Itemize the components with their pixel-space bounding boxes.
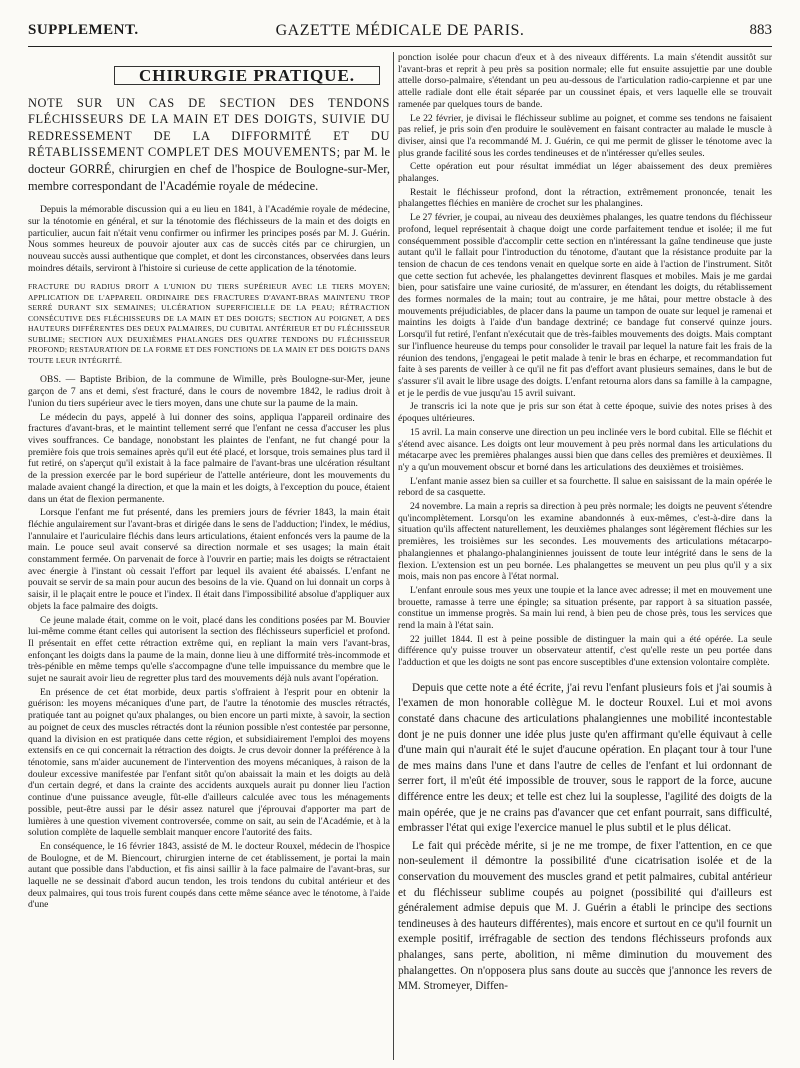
page-number: 883 bbox=[749, 22, 772, 38]
closing-remarks bbox=[398, 681, 772, 995]
body-paragraph: Lorsque l'enfant me fut présenté, dans les premiers jours de février 1843, la main était fléchie angulairement sur l'avant-bras et dirigée dans le sens de l'adduction; l'index, le médius, l'annulaire et l'auriculaire fléchis dans leurs articulations, étaient enfoncés vers la paume de la main. Le pouce seul avait conservé sa direction normale et ses usages; la main était constamment fermée. On parvenait de force à l'ouvrir en partie; mais les doigts se rétractaient avec énergie à l'instant où cessait l'effort par lequel ils avaient été abaissés. L'enfant ne pouvait se servir de sa main pour aucun des besoins de la vie. Quand on lui donnait un corps à saisir, il le plaçait entre le pouce et l'index. Il était dans l'impossibilité absolue d'appliquer aux objets la face palmaire des doigts. bbox=[28, 507, 390, 612]
body-paragraph: Restait le fléchisseur profond, dont la rétraction, extrêmement prononcée, tenait les phalangettes fléchies en manière de crochet sur les phalangines. bbox=[398, 186, 772, 210]
section-title: CHIRURGIE PRATIQUE. bbox=[114, 66, 380, 85]
body-paragraph: En présence de cet état morbide, deux partis s'offraient à l'esprit pour en obtenir la guérison: les moyens mécaniques d'une part, de l'autre la ténotomie des muscles rétractés, pratiquée tant au poignet qu'aux phalanges, ou bien encore un parti mixte, à savoir, la section au poignet de ceux des muscles rétractés dont la réunion possible n'est contestée par personne, quand la division en est pratiquée dans cette région, et subsidiairement l'emploi des moyens extensifs en ce qui concernait la rétraction des doigts. Je crus devoir donner la préférence à la ténotomie, sans m'aider aucunement de l'intervention des moyens mécaniques, à raison de la douleur excessive manifestée par l'enfant sitôt qu'on abaissait la main et les doigts au delà d'un certain degré, et dans la crainte des accidents auxquels aurait pu donner lieu l'action continue d'une puissance aveugle, fût-elle d'ailleurs calculée avec tous les ménagements possible, peut-être aussi par le désir assez naturel que j'éprouvai d'apporter ma part de lumières à une question vivement controversée, comme on sait, au sein de l'Académie, et à la solution complète de laquelle semblait manquer encore l'autorité des faits. bbox=[28, 686, 390, 839]
body-paragraph: Ce jeune malade était, comme on le voit, placé dans les conditions posées par M. Bouvier lui-même comme étant celles qui autorisent la section des fléchisseurs superficiel et profond. Il présentait en effet cette rétraction extrême qui, en repliant la main vers l'avant-bras, enfonçant les doigts dans la paume de la main, donne lieu à une difformité très-incommode et très-pénible en même temps qu'elle s'accompagne d'une telle impuissance du membre que le sujet ne saurait avoir lieu de regretter plus tard des mouvements déjà nuls avant l'opération. bbox=[28, 614, 390, 685]
body-paragraph: Cette opération eut pour résultat immédiat un léger abaissement des deux premières phalanges. bbox=[398, 161, 772, 185]
article-author: par M. le docteur GORRÉ, chirurgien en chef de l'hospice de Boulogne-sur-Mer, membre correspondant de l'Académie royale de médecine. bbox=[28, 145, 390, 193]
body-paragraph: 22 juillet 1844. Il est à peine possible de distinguer la main qui a été opérée. La seule différence qu'y puisse trouver un observateur attentif, c'est qu'elle reste un peu portée dans l'adduction et que les doigts ne sont pas encore susceptibles d'une extension volontaire complète. bbox=[398, 633, 772, 669]
body-paragraph: ponction isolée pour chacun d'eux et à des niveaux différents. La main s'étendit aussitôt sur l'avant-bras et reprit à peu près sa position normale; elle fut ensuite assujettie par une double attelle dorso-palmaire, s'étendant un peu au-dessous de l'articulation radio-carpienne et par une attelle radiale dont elle était séparée par un coussinet épais, et vers laquelle elle se trouvait ramenée par quelques tours de bande. bbox=[398, 52, 772, 110]
body-paragraph: En conséquence, le 16 février 1843, assisté de M. le docteur Rouxel, médecin de l'hospice de Boulogne, et de M. Biencourt, chirurgien interne de cet établissement, je portai la main autant que possible dans l'abduction, et fis ainsi saillir à la face palmaire de l'avant-bras, sur laquelle ne se dessinait d'abord aucun tendon, les trois tendons du cubital antérieur et des deux palmaires, qui tous trois furent coupés dans cette même séance avec le ténotome, à l'aide d'une bbox=[28, 840, 390, 911]
column-separator bbox=[393, 52, 394, 1060]
closing-paragraph: Le fait qui précède mérite, si je ne me trompe, de fixer l'attention, en ce que non-seulement il démontre la possibilité d'une cicatrisation isolée et de la conservation du mouvement des muscles grand et petit palmaires, cubital antérieur et du fléchisseur sublime coupés au poignet (possibilité qui d'ailleurs est généralement admise depuis que M. J. Guérin a établi le principe des sections tendineuses à des hauteurs différentes), mais encore et surtout en ce qu'il fournit un exemple positif, irréfragable de section des tendons fléchisseurs profonds aux phalanges, sans perte, abolition, ni même diminution du mouvement des phalangettes. On n'opposera plus sans doute au succès que j'annonce les revers de MM. Stromeyer, Diffen- bbox=[398, 839, 772, 993]
right-column bbox=[398, 52, 772, 1062]
page-header bbox=[28, 20, 772, 46]
article-title bbox=[28, 95, 390, 195]
body-paragraph: Le 27 février, je coupai, au niveau des deuxièmes phalanges, les quatre tendons du fléchisseur profond, lequel représentait à chaque doigt une corde parfaitement tendue et isolée; il me fut conséquemment possible d'accomplir cette section en n'intéressant la gaîne tendineuse que juste autant qu'il le fallait pour l'introduction du ténotome, d'autant que la résistance produite par la tension de chacun de ces tendons venait en quelque sorte en aide à l'action de l'instrument. Sitôt que cette section fut achevée, les phalangettes devinrent flasques et mobiles. Mais je me gardai bien, pour satisfaire une vaine curiosité, de m'assurer, en étendant les doigts, du rétablissement des formes normales de la main; tout au contraire, je me hâtai, pour mettre obstacle à des mouvements préjudiciables, de placer dans la paume un tampon de ouate sur lequel je ramenai et maintins les doigts à l'aide d'un bandage dextriné; ce bandage fut conservé quinze jours. Lorsqu'il fut retiré, l'enfant n'exécutait que de très-faibles mouvements des doigts. Mais comptant sur l'influence heureuse du temps pour consolider le travail par lequel la nature fait les frais de la réunion des tendons, j'engageai le petit malade à tenir le bras en écharpe, et recommandation fut faite à ses parents de veiller à ce qu'il ne fit pas d'effort avant plusieurs semaines, dans le but de s'assurer s'il avait le libre usage des doigts. L'enfant retourna alors dans sa famille à la campagne, et je le perdis de vue jusqu'au 15 avril suivant. bbox=[398, 212, 772, 399]
supplement-label: SUPPLEMENT. bbox=[28, 22, 139, 38]
case-summary: FRACTURE DU RADIUS DROIT A L'UNION DU TIERS SUPÉRIEUR AVEC LE TIERS MOYEN; APPLICATION DE L'APPAREIL ORDINAIRE DES FRACTURES D'AVANT-BRAS MAINTENU TROP SERRÉ DURANT SIX SEMAINES; ULCÉRATION SUPERFICIELLE DE LA PEAU; RÉTRACTION CONSÉCUTIVE DES FLÉCHISSEURS DE LA MAIN ET DES DOIGTS; SECTION AU POIGNET, A DES HAUTEURS DIFFÉRENTES DES DEUX PALMAIRES, DU CUBITAL ANTÉRIEUR ET DU FLÉCHISSEUR SUBLIME; SECTION AUX DEUXIÈMES PHALANGES DES QUATRE TENDONS DU FLÉCHISSEUR PROFOND; RESTAURATION DE LA FORME ET DES FONCTIONS DE LA MAIN ET DES DOIGTS DANS TOUTE LEUR INTÉGRITÉ. bbox=[28, 282, 390, 365]
body-paragraph: OBS. — Baptiste Bribion, de la commune de Wimille, près Boulogne-sur-Mer, jeune garçon de 7 ans et demi, s'est fracturé, dans le cours de novembre 1842, le radius droit à l'union du tiers supérieur avec le tiers moyen, dans une chute sur la paume de la main. bbox=[28, 374, 390, 409]
body-paragraph: 15 avril. La main conserve une direction un peu inclinée vers le bord cubital. Elle se fléchit et s'étend avec aisance. Les doigts ont leur mouvement à peu près normal dans les articulations du métacarpe avec les premières phalanges aussi bien que dans celles des premières et deuxièmes. Il n'y a qu'un mouvement obscur et borné dans les articulations des deuxièmes et troisièmes. bbox=[398, 426, 772, 473]
body-paragraph: L'enfant enroule sous mes yeux une toupie et la lance avec adresse; il met en mouvement une brouette, ramasse à terre une épingle; sa situation présente, par rapport à sa situation passée, constitue un immense progrès. Sa main lui rend, à bien peu de chose près, tous les services que rend la main à l'état sain. bbox=[398, 584, 772, 632]
header-rule bbox=[28, 46, 772, 47]
body-paragraph: Le 22 février, je divisai le fléchisseur sublime au poignet, et comme ses tendons ne faisaient pas relief, je pris soin d'en produire le soulèvement en faisant contracter au malade le muscle à diviser, ainsi que l'a recommandé M. J. Guérin, ce qui me permit de glisser le ténotome avec la plus grande facilité sous les cordes tendineuses et de n'intéresser qu'elles seules. bbox=[398, 112, 772, 159]
journal-title: GAZETTE MÉDICALE DE PARIS. bbox=[275, 22, 525, 39]
article-title-main: NOTE SUR UN CAS DE SECTION DES TENDONS FLÉCHISSEURS DE LA MAIN ET DES DOIGTS, SUIVIE DU REDRESSEMENT DE LA DIFFORMITÉ ET DU RÉTABLISSEMENT COMPLET DES MOUVEMENTS; bbox=[28, 95, 390, 160]
body-paragraph: Le médecin du pays, appelé à lui donner des soins, appliqua l'appareil ordinaire des fractures d'avant-bras, et le maintint tellement serré que l'enfant ne cessa d'accuser les plus vives souffrances. Ce bandage, nonobstant les plaintes de l'enfant, ne fut changé pour la première fois que trois semaines après qu'il eut été placé, et lorsque, trois semaines plus tard il fut retiré, on s'aperçut qu'il existait à la face palmaire de l'avant-bras une ulcération résultant de la pression exercée par le bord supérieur de l'attelle antérieure, dont les mouvements du malade avaient changé la direction, et que la main et les doigts, à l'exception du pouce, étaient dans un état de flexion permanente. bbox=[28, 411, 390, 505]
body-paragraph: Je transcris ici la note que je pris sur son état à cette époque, suivie des notes prises à des époques ultérieures. bbox=[398, 401, 772, 425]
left-column bbox=[28, 52, 390, 1062]
closing-paragraph: Depuis que cette note a été écrite, j'ai revu l'enfant plusieurs fois et j'ai soumis à l'examen de mon honorable collègue M. le docteur Rouxel. Lui et moi avons constaté dans chacune des articulations phalangiennes une mobilité incontestable dont je ne puis donner une idée plus juste qu'en affirmant qu'elle équivaut à celle d'une main qui n'aurait été le sujet d'aucune opération. En plaçant tour à tour l'une de mes mains dans l'une et dans l'autre de celles de l'enfant et lui ordonnant de serrer fort, il m'eût été impossible de trouver, sous le rapport de la force, aucune différence entre les deux; et telle est chez lui la souplesse, l'agilité des doigts de la main opérée, que je ne crains pas d'avancer que cet enfant pourrait, sans difficulté, embrasser l'état qui exige l'exercice manuel le plus subtil et le plus délicat. bbox=[398, 681, 772, 835]
body-paragraph: 24 novembre. La main a repris sa direction à peu près normale; les doigts ne peuvent s'étendre qu'incomplètement. Lorsqu'on les examine abandonnés à eux-mêmes, c'est-à-dire dans la situation qu'ils affectent naturellement, les deuxièmes phalanges sont légèrement fléchies sur les premières, les troisièmes sur les secondes. Les mouvements des articulations métacarpo-phalangiennes et phalango-phalanginiennes jouissent de toute leur intégrité dans le sens de la flexion. L'extension est un peu bornée. Les phalangettes se meuvent un peu plus qu'il y a six mois, mais non pas encore à l'état normal. bbox=[398, 501, 772, 583]
intro-paragraph: Depuis la mémorable discussion qui a eu lieu en 1841, à l'Académie royale de médecine, sur la ténotomie en général, et sur la ténotomie des fléchisseurs de la main et des doigts en particulier, aucun fait n'était venu confirmer ou infirmer les principes posés par M. J. Guérin. Nous sommes heureux de pouvoir ajouter aux cas de succès cités par ce chirurgien, un nouveau succès aussi authentique que complet, et dont les circonstances, observées dans leurs moindres détails, serviront à l'histoire si curieuse de cette application de la ténotomie. bbox=[28, 204, 390, 274]
body-paragraph: L'enfant manie assez bien sa cuiller et sa fourchette. Il salue en saisissant de la main opérée le rebord de sa casquette. bbox=[398, 475, 772, 499]
